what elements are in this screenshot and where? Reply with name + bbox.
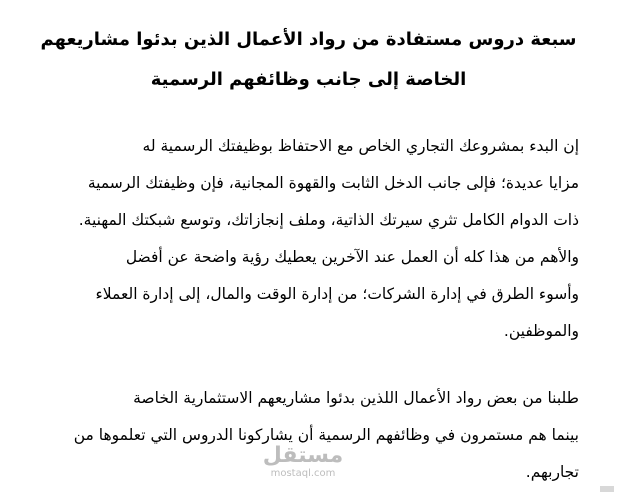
paragraph-line: إن البدء بمشروعك التجاري الخاص مع الاحتفاظ بوظيفتك الرسمية له xyxy=(142,137,579,155)
article-title xyxy=(20,20,597,100)
paragraph-line: بينما هم مستمرون في وظائفهم الرسمية أن يشاركونا الدروس التي تعلموها من xyxy=(73,426,579,444)
paragraph-line: مزايا عديدة؛ فإلى جانب الدخل الثابت والقهوة المجانية، فإن وظيفتك الرسمية xyxy=(87,174,579,192)
paragraph-line: تجاربهم. xyxy=(525,463,579,481)
title-line: الخاصة إلى جانب وظائفهم الرسمية xyxy=(150,69,467,90)
paragraph-line: والأهم من هذا كله أن العمل عند الآخرين يعطيك رؤية واضحة عن أفضل xyxy=(125,248,579,266)
mostaql-watermark xyxy=(258,444,348,480)
paragraph-line: طلبنا من بعض رواد الأعمال اللذين بدئوا مشاريعهم الاستثمارية الخاصة xyxy=(133,389,579,407)
watermark-domain: mostaql.com xyxy=(270,468,336,479)
paragraph-line: وأسوء الطرق في إدارة الشركات؛ من إدارة الوقت والمال، إلى إدارة العملاء xyxy=(95,285,579,303)
paragraph-line: والموظفين. xyxy=(503,322,579,340)
corner-mark xyxy=(600,486,614,492)
paragraph-line: ذات الدوام الكامل تثري سيرتك الذاتية، وملف إنجازاتك، وتوسع شبكتك المهنية. xyxy=(78,211,579,229)
watermark-logo-text: مستقل xyxy=(262,443,344,468)
title-line: سبعة دروس مستفادة من رواد الأعمال الذين بدئوا مشاريعهم xyxy=(40,29,577,50)
paragraph-intro xyxy=(30,128,579,350)
